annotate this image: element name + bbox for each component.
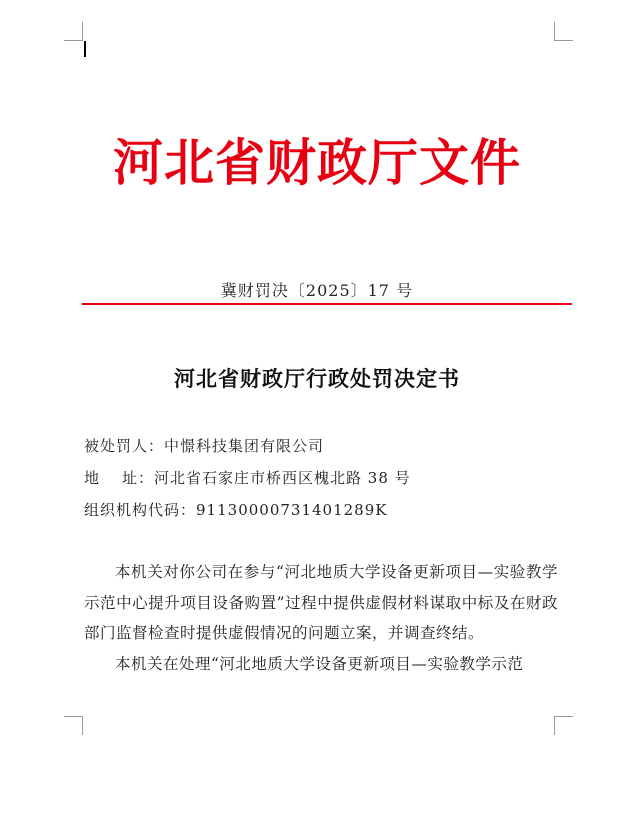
party-code-value: 91130000731401289K <box>196 501 388 519</box>
party-name-value: 中憬科技集团有限公司 <box>164 437 325 455</box>
crop-mark-top-left <box>64 22 83 41</box>
address-label-part-2: 址： <box>121 469 154 487</box>
decision-title: 河北省财政厅行政处罚决定书 <box>174 366 460 391</box>
party-name-row <box>84 430 564 462</box>
address-label-part-1: 地 <box>84 469 101 487</box>
party-code-label: 组织机构代码： <box>84 501 197 519</box>
party-info <box>84 430 564 526</box>
document-header-title: 河北省财政厅文件 <box>113 133 521 192</box>
crop-mark-bottom-left <box>64 716 83 735</box>
text-cursor[interactable] <box>84 41 86 57</box>
crop-mark-bottom-right <box>554 716 573 735</box>
body-paragraph: 本机关在处理“河北地质大学设备更新项目—实验教学示范 <box>115 654 524 673</box>
body-paragraph: 本机关对你公司在参与“河北地质大学设备更新项目—实验教学示范中心提升项目设备购置”过程中提供虚假材料谋取中标及在财政部门监督检查时提供虚假情况的问题立案，并调查终结。 <box>84 563 558 642</box>
party-address-value: 河北省石家庄市桥西区槐北路 38 号 <box>154 469 411 487</box>
party-code-row <box>84 494 564 526</box>
crop-mark-top-right <box>554 22 573 41</box>
header-divider <box>82 303 572 305</box>
document-number: 冀财罚决〔2025〕17 号 <box>220 281 414 300</box>
document-body <box>84 557 558 679</box>
party-address-row <box>84 462 564 494</box>
party-address-label <box>84 462 154 494</box>
party-name-label: 被处罚人： <box>84 437 165 455</box>
